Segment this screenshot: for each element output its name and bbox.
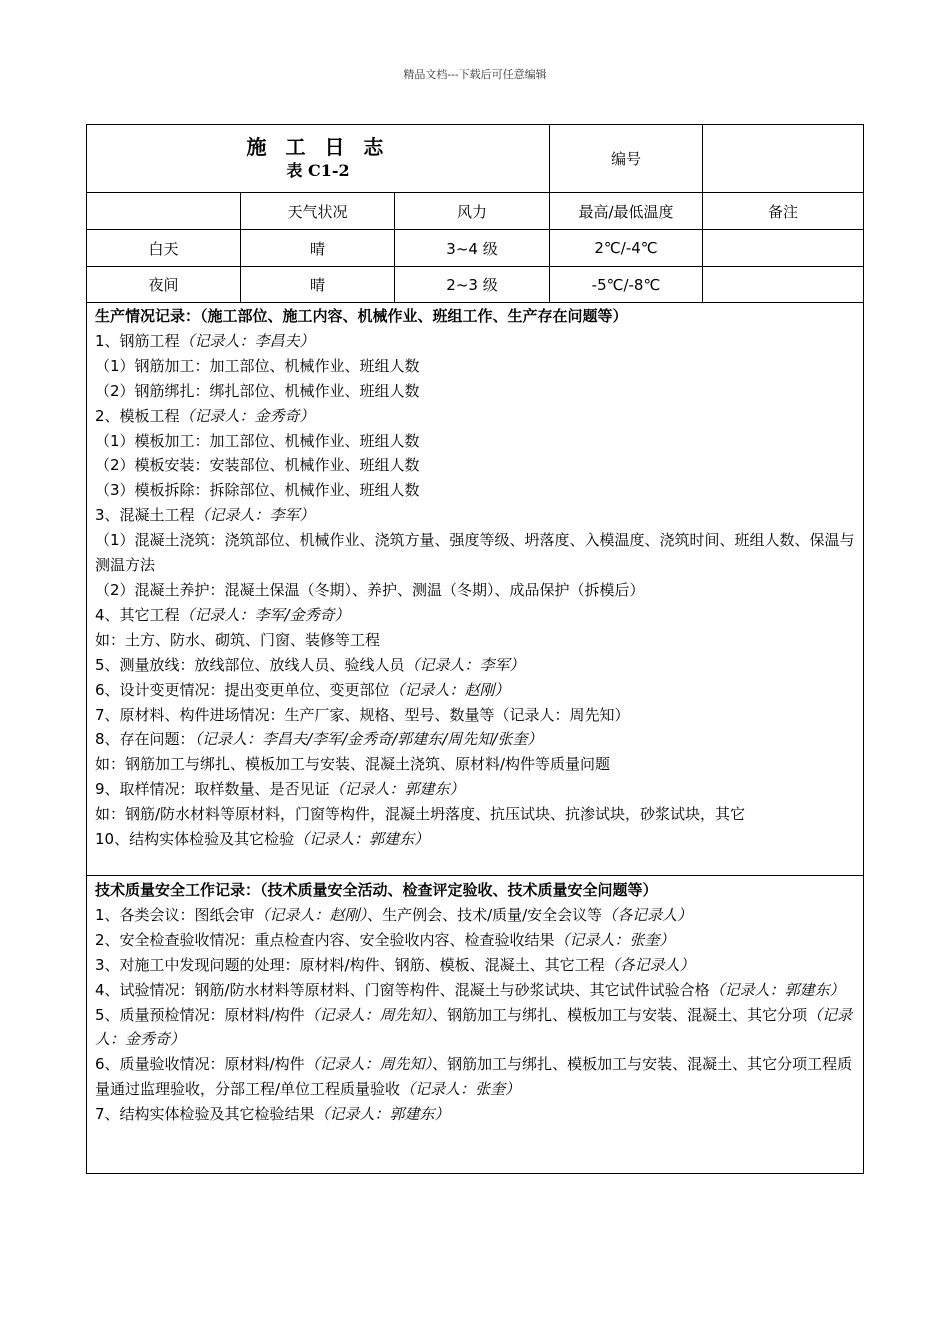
recorder-note: （记录人：李军） xyxy=(194,506,315,525)
production-item-text: 5、测量放线：放线部位、放线人员、验线人员 xyxy=(95,655,405,674)
quality-item-text: 2、安全检查验收情况：重点检查内容、安全验收内容、检查验收结果 xyxy=(95,930,555,949)
recorder-note: （记录人：李军） xyxy=(404,655,525,674)
column-header: 最高/最低温度 xyxy=(578,202,674,221)
production-item xyxy=(95,653,857,678)
production-item xyxy=(95,503,857,528)
table-cell-period: 白天 xyxy=(148,239,179,258)
watermark-text: 精品文档---下载后可任意编辑 xyxy=(403,68,547,81)
production-record-section xyxy=(95,304,857,852)
form-title-block xyxy=(87,125,549,191)
production-item-text: （1）混凝土浇筑：浇筑部位、机械作业、浇筑方量、强度等级、坍落度、入模温度、浇筑时间、班组人数、保温与测温方法 xyxy=(95,531,855,575)
production-item-text: （2）模板安装：安装部位、机械作业、班组人数 xyxy=(95,456,420,475)
production-item-text: 2、模板工程 xyxy=(95,406,180,425)
column-header xyxy=(87,193,240,229)
column-header: 天气状况 xyxy=(287,202,348,221)
construction-log-form xyxy=(86,124,864,1174)
production-item-text: 4、其它工程 xyxy=(95,605,180,624)
recorder-note: （记录人：张奎） xyxy=(400,1080,521,1099)
quality-item xyxy=(95,953,857,978)
recorder-note: （记录人：周先知） xyxy=(304,1005,433,1024)
quality-record-section xyxy=(95,878,857,1127)
table-cell-temperature: -5℃/-8℃ xyxy=(591,275,661,294)
recorder-note: （记录人：郭建东） xyxy=(329,780,465,799)
number-label: 编号 xyxy=(610,150,641,168)
recorder-note: （记录人：郭建东） xyxy=(314,1105,450,1124)
production-item xyxy=(95,478,857,503)
production-item-text: （2）混凝土养护：混凝土保温（冬期）、养护、测温（冬期）、成品保护（拆模后） xyxy=(95,580,645,599)
table-cell-period: 夜间 xyxy=(148,276,179,294)
column-header: 风力 xyxy=(456,202,487,221)
production-item xyxy=(95,777,857,802)
quality-item-text: 3、对施工中发现问题的处理：原材料/构件、钢筋、模板、混凝土、其它工程 xyxy=(95,955,605,974)
form-code: 表 C1-2 xyxy=(286,161,350,180)
divider xyxy=(87,875,863,876)
quality-item xyxy=(95,1102,857,1127)
table-cell-note xyxy=(703,267,863,302)
number-value xyxy=(703,125,863,192)
production-item xyxy=(95,453,857,478)
quality-item-text: 、钢筋加工与绑扎、模板加工与安装、混凝土、其它分项工程质量通过监理验收，分部工程/单位工程质量验收 xyxy=(95,1055,853,1099)
production-item-text: 7、原材料、构件进场情况：生产厂家、规格、型号、数量等（记录人：周先知） xyxy=(95,705,630,724)
production-item-text: （1）钢筋加工：加工部位、机械作业、班组人数 xyxy=(95,356,420,375)
quality-item-text: 7、结构实体检验及其它检验结果 xyxy=(95,1105,315,1124)
production-item-text: （2）钢筋绑扎：绑扎部位、机械作业、班组人数 xyxy=(95,381,420,400)
production-item xyxy=(95,354,857,379)
column-header: 备注 xyxy=(767,202,798,221)
recorder-note: （记录人：李昌夫） xyxy=(179,331,315,350)
production-item-text: 如：土方、防水、砌筑、门窗、装修等工程 xyxy=(95,630,381,649)
recorder-note: （记录人：周先知） xyxy=(304,1055,433,1074)
production-heading: 生产情况记录：（施工部位、施工内容、机械作业、班组工作、生产存在问题等） xyxy=(95,307,628,325)
recorder-note: （记录人：郭建东） xyxy=(709,980,845,999)
production-item xyxy=(95,429,857,454)
quality-item xyxy=(95,903,857,928)
production-lines xyxy=(95,329,857,852)
production-item xyxy=(95,827,857,852)
production-item xyxy=(95,752,857,777)
table-cell-note xyxy=(703,230,863,266)
quality-item xyxy=(95,1003,857,1053)
production-item xyxy=(95,404,857,429)
production-item-text: （1）模板加工：加工部位、机械作业、班组人数 xyxy=(95,431,420,450)
recorder-note: （记录人：张奎） xyxy=(554,930,675,949)
production-item xyxy=(95,678,857,703)
recorder-note: （记录人：赵刚） xyxy=(254,905,368,924)
production-item-text: 9、取样情况：取样数量、是否见证 xyxy=(95,780,330,799)
production-item xyxy=(95,379,857,404)
quality-item-text: 、生产例会、技术/质量/安全会议等 xyxy=(367,905,603,924)
quality-item-text: 5、质量预检情况：原材料/构件 xyxy=(95,1005,305,1024)
production-item-text: （3）模板拆除：拆除部位、机械作业、班组人数 xyxy=(95,481,420,500)
quality-item-text: 6、质量验收情况：原材料/构件 xyxy=(95,1055,305,1074)
production-item xyxy=(95,802,857,827)
production-item-text: 10、结构实体检验及其它检验 xyxy=(95,830,295,849)
production-item xyxy=(95,528,857,578)
quality-lines xyxy=(95,903,857,1127)
table-cell-temperature: 2℃/-4℃ xyxy=(594,239,658,257)
quality-item xyxy=(95,978,857,1003)
production-item xyxy=(95,603,857,628)
table-cell-weather: 晴 xyxy=(309,276,325,294)
production-item-text: 如：钢筋加工与绑扎、模板加工与安装、混凝土浇筑、原材料/构件等质量问题 xyxy=(95,755,611,774)
recorder-note: （记录人：金秀奇） xyxy=(179,406,315,425)
production-item-text: 如：钢筋/防水材料等原材料，门窗等构件，混凝土坍落度、抗压试块、抗渗试块，砂浆试块，其它 xyxy=(95,805,746,824)
quality-heading: 技术质量安全工作记录：（技术质量安全活动、检查评定验收、技术质量安全问题等） xyxy=(95,881,658,899)
recorder-note: （各记录人） xyxy=(604,955,695,974)
quality-item-text: 1、各类会议：图纸会审 xyxy=(95,905,255,924)
production-item-text: 1、钢筋工程 xyxy=(95,331,180,350)
production-item-text: 6、设计变更情况：提出变更单位、变更部位 xyxy=(95,680,390,699)
production-item xyxy=(95,578,857,603)
table-cell-wind: 2~3 级 xyxy=(446,276,498,294)
form-title: 施 工 日 志 xyxy=(246,135,390,159)
quality-item xyxy=(95,928,857,953)
production-item-text: 8、存在问题： xyxy=(95,730,195,749)
production-item xyxy=(95,329,857,354)
recorder-note: （记录人：金秀奇） xyxy=(95,1005,853,1049)
recorder-note: （记录人：郭建东） xyxy=(294,830,430,849)
recorder-note: （各记录人） xyxy=(602,905,693,924)
production-item-text: 3、混凝土工程 xyxy=(95,506,195,525)
quality-item xyxy=(95,1052,857,1102)
production-item xyxy=(95,703,857,728)
table-cell-weather: 晴 xyxy=(309,239,325,258)
quality-item-text: 4、试验情况：钢筋/防水材料等原材料、门窗等构件、混凝土与砂浆试块、其它试件试验合格 xyxy=(95,980,710,999)
recorder-note: （记录人：李昌夫/李军/金秀奇/郭建东/周先知/张奎） xyxy=(194,730,543,749)
recorder-note: （记录人：李军/金秀奇） xyxy=(179,605,350,624)
table-cell-wind: 3~4 级 xyxy=(446,239,498,258)
divider xyxy=(87,302,863,303)
production-item xyxy=(95,727,857,752)
production-item xyxy=(95,628,857,653)
quality-item-text: 、钢筋加工与绑扎、模板加工与安装、混凝土、其它分项 xyxy=(432,1005,808,1024)
recorder-note: （记录人：赵刚） xyxy=(389,680,510,699)
